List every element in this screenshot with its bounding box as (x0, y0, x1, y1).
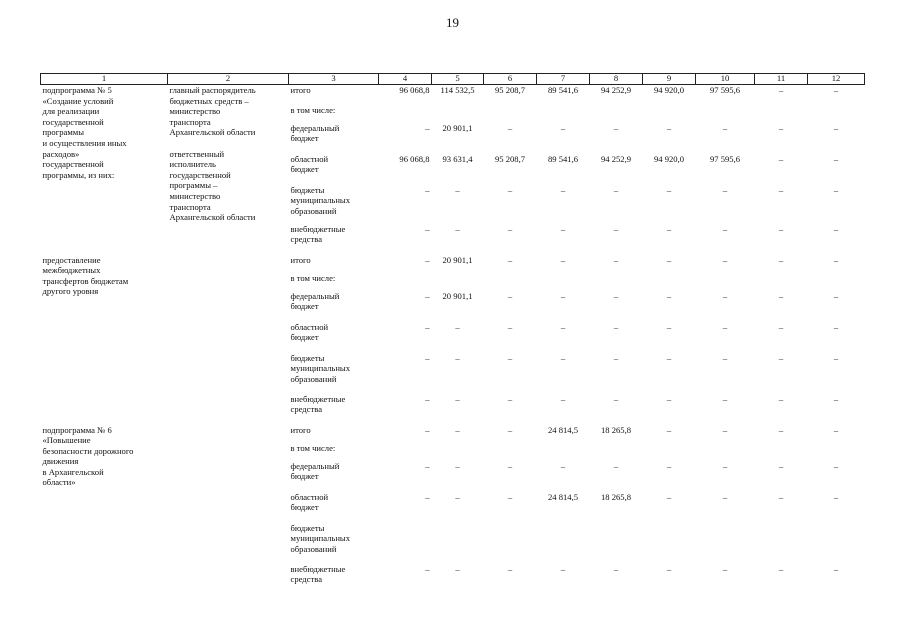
value-cell: – (507, 563, 513, 574)
value-cell (432, 443, 484, 461)
value-cell: – (722, 491, 728, 502)
value-cell: – (613, 352, 619, 363)
value-cell: – (425, 223, 430, 234)
value-cell: 96 068,8 (399, 85, 430, 95)
value-cell: – (778, 352, 784, 363)
value-cell: – (722, 563, 728, 574)
value-cell: – (778, 290, 784, 301)
funding-source-label: итого (290, 85, 311, 95)
value-cell (696, 523, 755, 564)
value-cell: 94 252,9 (600, 85, 632, 95)
funding-source-label: федеральный бюджет (290, 460, 340, 482)
value-cell (808, 273, 865, 291)
value-cell: – (833, 393, 839, 404)
value-cell (379, 273, 432, 291)
value-cell: – (455, 223, 460, 234)
value-cell (484, 443, 537, 461)
value-cell: – (507, 223, 513, 234)
value-cell: – (560, 352, 566, 363)
value-cell: – (833, 563, 839, 574)
value-cell: – (425, 122, 430, 133)
value-cell: – (666, 321, 672, 332)
value-cell (808, 105, 865, 123)
funding-source-label: областной бюджет (290, 491, 329, 513)
value-cell: – (778, 460, 784, 471)
funding-source-label: федеральный бюджет (290, 122, 340, 144)
value-cell: – (455, 352, 460, 363)
funding-source-label: бюджеты муниципальных образований (290, 184, 350, 216)
funding-source-label: федеральный бюджет (290, 290, 340, 312)
item-name-cell: предоставление межбюджетных трансфертов бюджетам другого уровня (42, 254, 129, 297)
value-cell: 89 541,6 (547, 85, 579, 95)
value-cell: – (560, 290, 566, 301)
value-cell: – (507, 424, 513, 435)
value-cell: – (507, 393, 513, 404)
value-cell: – (455, 393, 460, 404)
funding-source-label: в том числе: (290, 272, 336, 283)
value-cell: – (833, 223, 839, 234)
value-cell: – (613, 321, 619, 332)
value-cell: – (613, 563, 619, 574)
value-cell: – (425, 393, 430, 404)
value-cell: – (560, 184, 566, 195)
funding-source-label: областной бюджет (290, 321, 329, 343)
value-cell: 94 252,9 (600, 153, 632, 164)
value-cell: – (833, 424, 839, 435)
value-cell: – (425, 184, 430, 195)
value-cell: – (613, 223, 619, 234)
value-cell: 97 595,6 (709, 85, 741, 95)
value-cell (755, 443, 808, 461)
value-cell: – (666, 254, 672, 265)
value-cell: – (833, 491, 839, 502)
value-cell: – (560, 563, 566, 574)
value-cell: – (722, 352, 728, 363)
value-cell: – (778, 122, 784, 133)
value-cell: – (455, 491, 460, 502)
value-cell: – (722, 290, 728, 301)
value-cell: – (425, 424, 430, 435)
column-header: 6 (484, 74, 537, 85)
value-cell: – (778, 321, 784, 332)
value-cell (590, 523, 643, 564)
value-cell: – (833, 321, 839, 332)
value-cell: – (778, 85, 784, 95)
value-cell: – (560, 254, 566, 265)
column-header: 7 (537, 74, 590, 85)
value-cell: – (613, 460, 619, 471)
value-cell: – (666, 393, 672, 404)
funding-source-label: внебюджетные средства (290, 563, 346, 585)
value-cell: – (425, 254, 430, 265)
value-cell: – (833, 184, 839, 195)
value-cell: – (778, 254, 784, 265)
value-cell: – (833, 254, 839, 265)
value-cell (537, 273, 590, 291)
value-cell: 93 631,4 (442, 153, 473, 164)
value-cell (537, 105, 590, 123)
value-cell: – (722, 184, 728, 195)
value-cell: – (507, 254, 513, 265)
value-cell (484, 273, 537, 291)
funding-source-label: внебюджетные средства (290, 393, 346, 415)
value-cell (590, 105, 643, 123)
value-cell: 89 541,6 (547, 153, 579, 164)
value-cell: – (613, 290, 619, 301)
value-cell: 94 920,0 (653, 85, 685, 95)
column-header: 8 (590, 74, 643, 85)
column-header: 5 (432, 74, 484, 85)
column-header: 1 (41, 74, 168, 85)
funding-source-label: бюджеты муниципальных образований (290, 522, 350, 554)
funding-source-label: в том числе: (290, 442, 336, 453)
funding-source-label: в том числе: (290, 104, 336, 115)
value-cell: – (722, 460, 728, 471)
column-header: 10 (696, 74, 755, 85)
value-cell: – (722, 424, 728, 435)
value-cell: – (778, 223, 784, 234)
value-cell: – (560, 460, 566, 471)
value-cell: 24 814,5 (547, 491, 579, 502)
value-cell: – (722, 254, 728, 265)
value-cell: – (666, 184, 672, 195)
value-cell (484, 523, 537, 564)
value-cell (432, 273, 484, 291)
value-cell: 20 901,1 (442, 254, 473, 265)
value-cell: – (722, 122, 728, 133)
funding-source-label: бюджеты муниципальных образований (290, 352, 350, 384)
value-cell (590, 273, 643, 291)
value-cell: 96 068,8 (399, 153, 430, 164)
value-cell: 18 265,8 (600, 491, 632, 502)
value-cell: – (833, 122, 839, 133)
funding-source-label: итого (290, 424, 311, 435)
value-cell (643, 523, 696, 564)
value-cell: 95 208,7 (494, 85, 526, 95)
value-cell: – (455, 184, 460, 195)
value-cell (696, 443, 755, 461)
value-cell (643, 443, 696, 461)
value-cell (379, 443, 432, 461)
value-cell: – (666, 563, 672, 574)
value-cell: – (613, 254, 619, 265)
value-cell: – (666, 223, 672, 234)
value-cell (537, 443, 590, 461)
value-cell: – (455, 424, 460, 435)
value-cell: – (507, 352, 513, 363)
value-cell (537, 523, 590, 564)
value-cell: – (507, 184, 513, 195)
value-cell: – (613, 122, 619, 133)
responsible-cell (168, 425, 289, 595)
value-cell (755, 273, 808, 291)
value-cell: – (425, 321, 430, 332)
value-cell: – (833, 460, 839, 471)
value-cell: – (560, 223, 566, 234)
page-number: 19 (446, 15, 459, 30)
item-name-cell: подпрограмма № 5 «Создание условий для реализации государственной программы и осуществления иных расходов» государственной программы, из них: (42, 85, 127, 180)
funding-source-label: внебюджетные средства (290, 223, 346, 245)
column-header: 4 (379, 74, 432, 85)
value-cell: – (507, 460, 513, 471)
table-row (41, 255, 865, 273)
value-cell: – (778, 424, 784, 435)
value-cell (432, 105, 484, 123)
value-cell: – (666, 460, 672, 471)
value-cell (808, 523, 865, 564)
item-name-cell: подпрограмма № 6 «Повышение безопасности дорожного движения в Архангельской области» (42, 424, 134, 488)
value-cell: – (507, 290, 513, 301)
value-cell: – (425, 460, 430, 471)
value-cell: – (833, 290, 839, 301)
value-cell: 20 901,1 (442, 290, 473, 301)
value-cell: – (455, 321, 460, 332)
value-cell (379, 523, 432, 564)
value-cell: – (666, 424, 672, 435)
value-cell: – (833, 153, 839, 164)
value-cell: – (613, 184, 619, 195)
table-row (41, 425, 865, 443)
value-cell: 94 920,0 (653, 153, 685, 164)
value-cell: 20 901,1 (442, 122, 473, 133)
value-cell (643, 105, 696, 123)
value-cell: – (507, 321, 513, 332)
value-cell: – (778, 393, 784, 404)
value-cell: – (722, 321, 728, 332)
column-header: 3 (289, 74, 379, 85)
value-cell: – (666, 491, 672, 502)
responsible-cell: главный распорядитель бюджетных средств – министерство транспорта Архангельской области ответственный исполнитель государственной программы – министерство транспорта Архангельской области (169, 85, 256, 223)
value-cell (696, 105, 755, 123)
value-cell: – (455, 563, 460, 574)
value-cell (808, 443, 865, 461)
funding-source-label: итого (290, 254, 311, 265)
value-cell: 114 532,5 (440, 85, 475, 95)
value-cell: – (560, 321, 566, 332)
column-header: 2 (168, 74, 289, 85)
column-header: 12 (808, 74, 865, 85)
value-cell: 18 265,8 (600, 424, 632, 435)
value-cell: – (613, 393, 619, 404)
value-cell: – (778, 184, 784, 195)
value-cell: – (666, 352, 672, 363)
value-cell: 95 208,7 (494, 153, 526, 164)
value-cell: – (722, 223, 728, 234)
value-cell (432, 523, 484, 564)
column-header: 11 (755, 74, 808, 85)
value-cell: 24 814,5 (547, 424, 579, 435)
value-cell (484, 105, 537, 123)
value-cell: – (666, 122, 672, 133)
value-cell (755, 105, 808, 123)
value-cell: – (560, 393, 566, 404)
value-cell: – (778, 153, 784, 164)
value-cell (379, 105, 432, 123)
column-header: 9 (643, 74, 696, 85)
value-cell: – (425, 563, 430, 574)
value-cell (755, 523, 808, 564)
value-cell: – (833, 85, 839, 95)
value-cell: – (507, 491, 513, 502)
value-cell: – (425, 491, 430, 502)
value-cell: – (455, 460, 460, 471)
value-cell: – (560, 122, 566, 133)
header-row (41, 74, 865, 85)
value-cell: – (425, 290, 430, 301)
value-cell: – (425, 352, 430, 363)
value-cell: – (507, 122, 513, 133)
value-cell: – (833, 352, 839, 363)
funding-source-label: областной бюджет (290, 153, 329, 175)
value-cell (590, 443, 643, 461)
value-cell: – (722, 393, 728, 404)
budget-table (40, 73, 865, 595)
value-cell: – (778, 491, 784, 502)
responsible-cell (168, 255, 289, 425)
value-cell (696, 273, 755, 291)
table-body (41, 74, 865, 595)
value-cell (643, 273, 696, 291)
value-cell: – (666, 290, 672, 301)
value-cell: 97 595,6 (709, 153, 741, 164)
value-cell: – (778, 563, 784, 574)
table-row (41, 85, 865, 105)
